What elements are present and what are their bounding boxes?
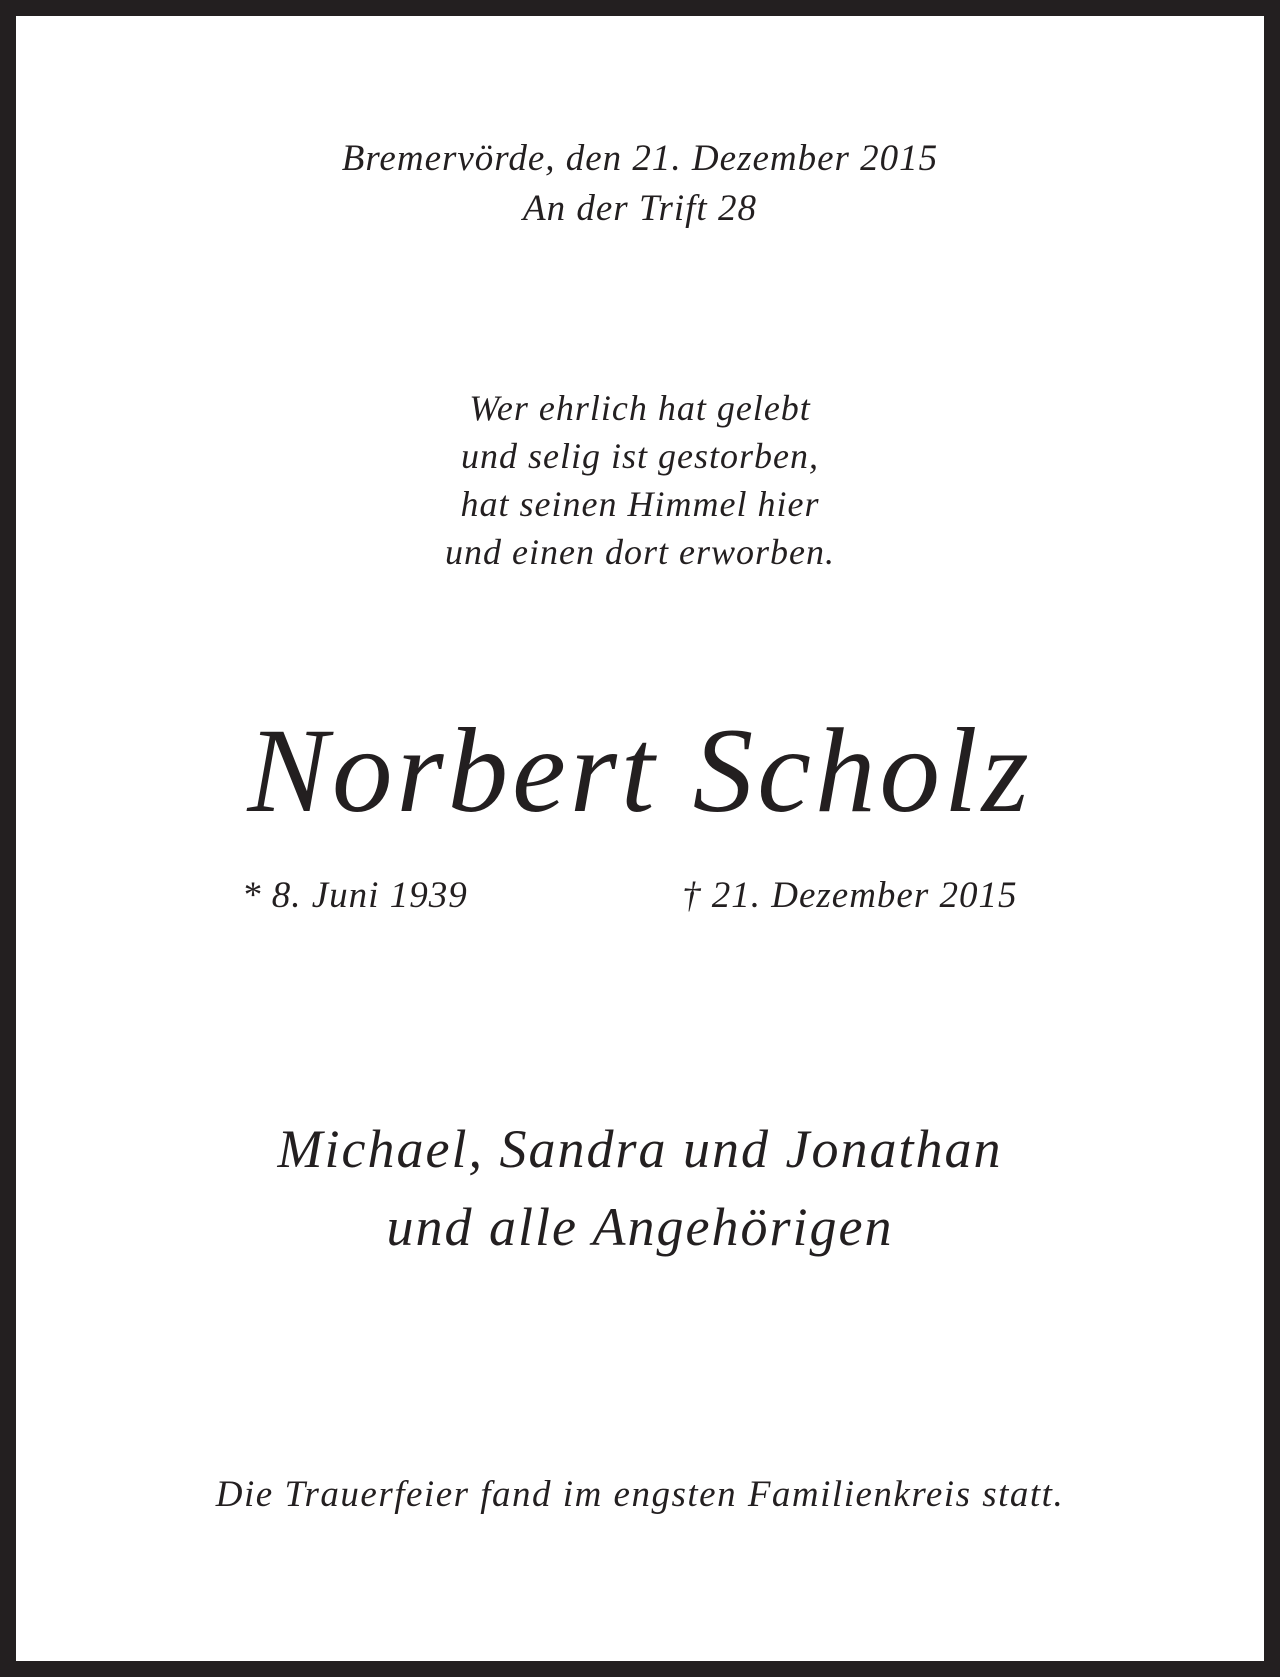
verse-line: hat seinen Himmel hier [460,484,820,524]
place-and-date: Bremervörde, den 21. Dezember 2015 [341,138,939,179]
birth-date: * 8. Juni 1939 [242,875,468,916]
obituary-notice [16,16,1264,1661]
verse-line: und einen dort erworben. [445,532,835,572]
mourners-line: und alle Angehörigen [386,1197,894,1257]
death-date: † 21. Dezember 2015 [682,875,1018,916]
address: An der Trift 28 [523,188,757,229]
verse-line: und selig ist gestorben, [461,436,819,476]
mourners-line: Michael, Sandra und Jonathan [277,1119,1003,1179]
funeral-note: Die Trauerfeier fand im engsten Familienkreis statt. [215,1474,1065,1515]
deceased-name: Norbert Scholz [247,704,1033,838]
verse-line: Wer ehrlich hat gelebt [469,388,811,428]
